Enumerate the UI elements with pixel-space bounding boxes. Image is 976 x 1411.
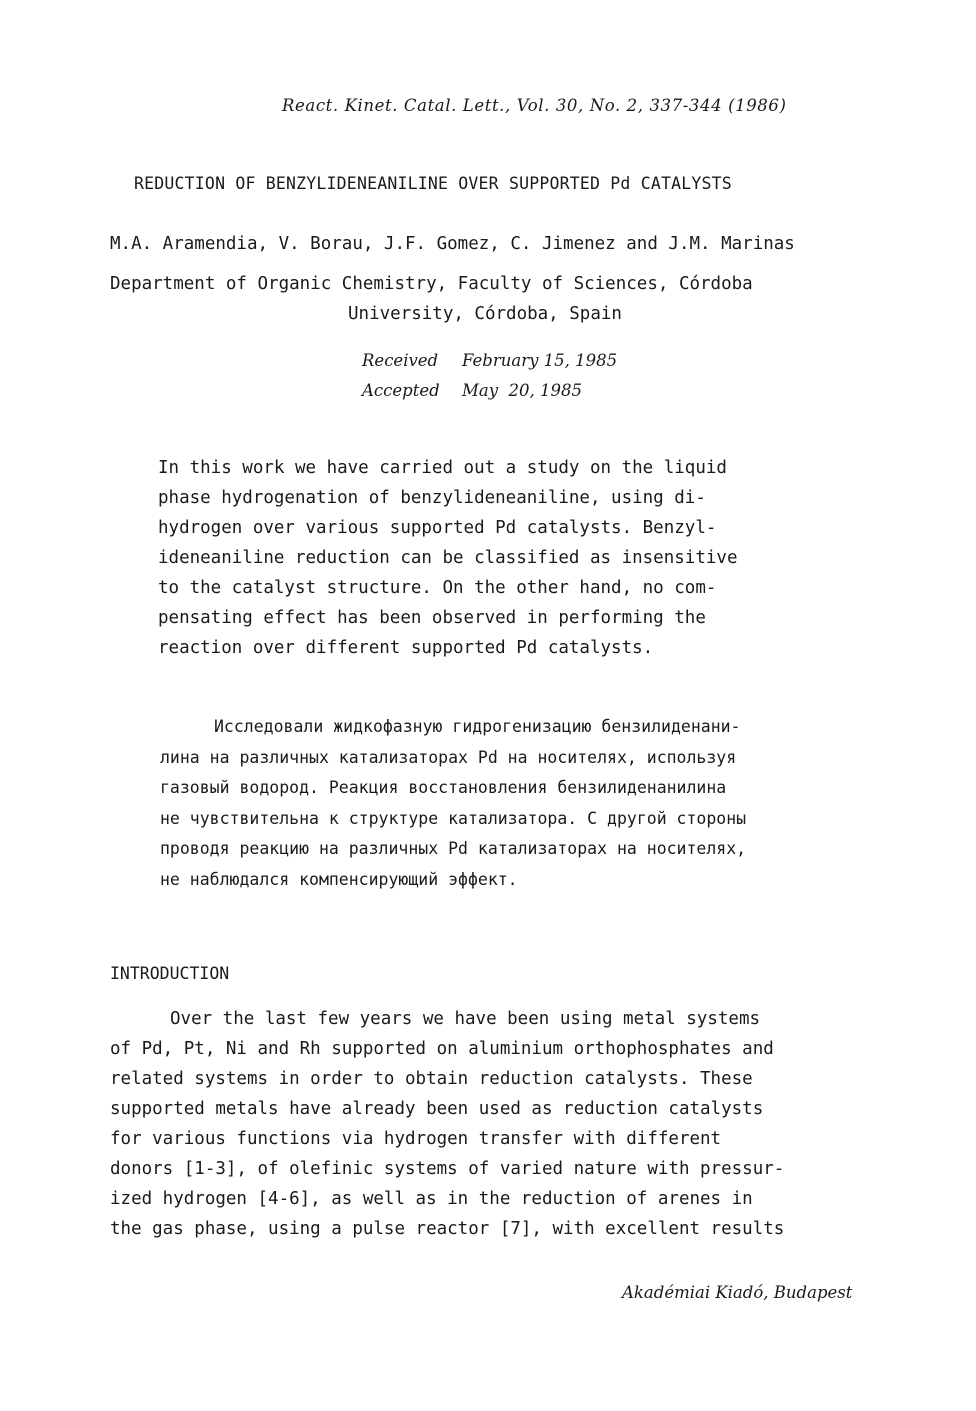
introduction-body	[110, 1004, 784, 1244]
affiliation-line-1: Department of Organic Chemistry, Faculty of Sciences, Córdoba	[110, 274, 753, 294]
intro-line: related systems in order to obtain reduction catalysts. These	[110, 1069, 753, 1089]
abstract-ru-line: не наблюдался компенсирующий эффект.	[160, 869, 518, 889]
abstract-ru-line: проводя реакцию на различных Pd катализаторах на носителях,	[160, 839, 747, 858]
publisher-footer: Akadémiai Kiadó, Budapest	[622, 1283, 853, 1302]
intro-line: the gas phase, using a pulse reactor [7], with excellent results	[110, 1219, 785, 1239]
abstract-ru-line: газовый водород. Реакция восстановления бензилиденанилина	[160, 778, 727, 797]
abstract-line: hydrogen over various supported Pd catalysts. Benzyl-	[158, 518, 717, 538]
abstract-line: phase hydrogenation of benzylideneaniline, using di-	[158, 488, 706, 508]
abstract-english	[158, 453, 737, 663]
intro-line: ized hydrogen [4-6], as well as in the reduction of arenes in	[110, 1189, 753, 1209]
intro-line: supported metals have already been used as reduction catalysts	[110, 1099, 764, 1119]
intro-line: for various functions via hydrogen transfer with different	[110, 1129, 722, 1149]
abstract-line: to the catalyst structure. On the other hand, no com-	[158, 578, 717, 598]
received-value: February 15, 1985	[462, 351, 618, 370]
abstract-russian	[160, 712, 746, 895]
section-heading-introduction: INTRODUCTION	[110, 964, 230, 983]
abstract-ru-line: лина на различных катализаторах Pd на носителях, используя	[160, 747, 737, 767]
abstract-ru-line: не чувствительна к структуре катализатора. С другой стороны	[160, 808, 747, 828]
intro-line: Over the last few years we have been using metal systems	[170, 1009, 761, 1029]
intro-line: donors [1-3], of olefinic systems of varied nature with pressur-	[110, 1159, 785, 1179]
intro-line: of Pd, Pt, Ni and Rh supported on aluminium orthophosphates and	[110, 1039, 774, 1059]
paper-title: REDUCTION OF BENZYLIDENEANILINE OVER SUPPORTED Pd CATALYSTS	[134, 174, 732, 193]
abstract-line: ideneaniline reduction can be classified as insensitive	[158, 548, 738, 568]
journal-citation: React. Kinet. Catal. Lett., Vol. 30, No. 2, 337-344 (1986)	[282, 96, 787, 115]
abstract-line: reaction over different supported Pd catalysts.	[158, 638, 654, 658]
accepted-value: May 20, 1985	[462, 381, 583, 400]
abstract-ru-line: Исследовали жидкофазную гидрогенизацию бензилиденани-	[214, 717, 741, 736]
abstract-line: In this work we have carried out a study on the liquid	[158, 458, 727, 478]
received-date	[362, 350, 617, 372]
affiliation-line-2: University, Córdoba, Spain	[348, 304, 622, 324]
author-list: M.A. Aramendia, V. Borau, J.F. Gomez, C. Jimenez and J.M. Marinas	[110, 234, 795, 254]
accepted-date	[362, 380, 582, 402]
abstract-line: pensating effect has been observed in performing the	[158, 608, 706, 628]
accepted-label: Accepted	[362, 381, 440, 400]
received-label: Received	[362, 351, 439, 370]
